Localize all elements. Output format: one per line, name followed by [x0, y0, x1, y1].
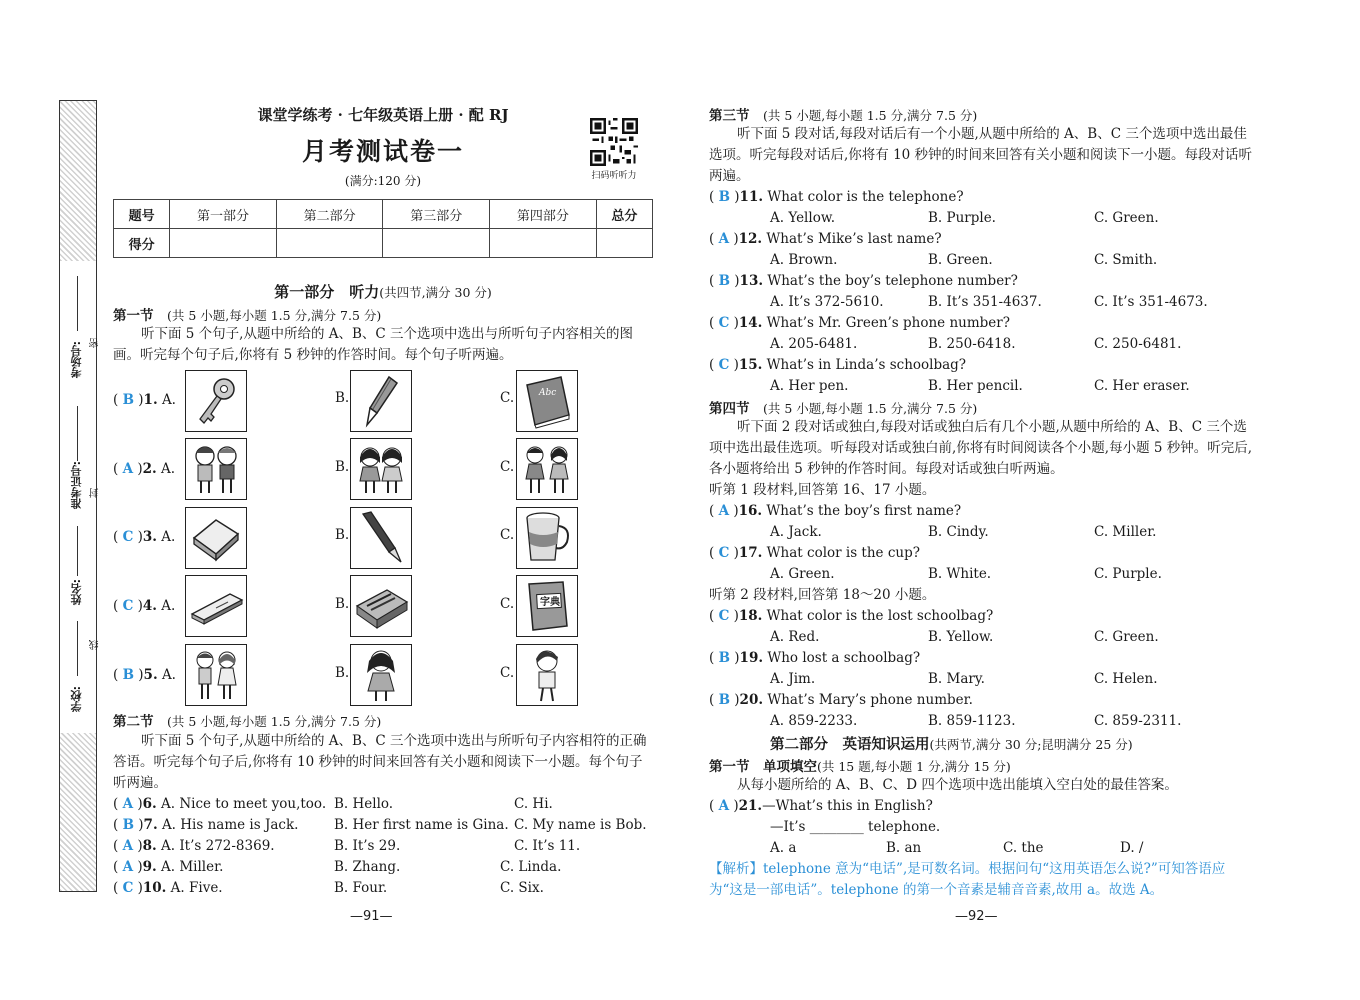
answer-mark[interactable]: B — [718, 650, 730, 666]
table-row — [114, 229, 653, 258]
question-number: 4. — [142, 598, 157, 614]
question-number: 13. — [739, 273, 764, 289]
option-label: A. — [161, 392, 176, 408]
question-number: 11. — [739, 189, 764, 205]
answer-mark[interactable]: A — [718, 231, 730, 247]
option-b: B. Her pencil. — [928, 378, 1023, 394]
option-c: C. Her eraser. — [1094, 378, 1190, 394]
binding-line — [77, 406, 78, 461]
answer-mark[interactable]: C — [718, 357, 730, 373]
question-number: 6. — [142, 796, 157, 812]
question-7: ( B )7. A. His name is Jack. — [113, 817, 299, 833]
page-title: 月考测试卷一 — [301, 137, 464, 166]
exam-id-label: 准考证号: — [70, 461, 83, 510]
score-cell[interactable] — [383, 229, 490, 258]
option-a: A. It’s 272-8369. — [161, 838, 275, 854]
question-9: ( A )9. A. Miller. — [113, 859, 224, 875]
school-label: 学校: — [70, 686, 83, 713]
option-a: A. It’s 372-5610. — [770, 294, 884, 310]
question-number: 5. — [143, 667, 158, 683]
part1-title-note: (共四节,满分 30 分) — [379, 285, 492, 300]
question-text: What color is the cup? — [766, 545, 920, 561]
option-b: B. It’s 351-4637. — [928, 294, 1042, 310]
question-text: What’s the boy’s telephone number? — [767, 273, 1018, 289]
answer-mark[interactable]: B — [122, 392, 134, 408]
key-icon[interactable] — [185, 370, 247, 432]
section4-header — [709, 397, 977, 417]
part2-section1-header — [709, 755, 1011, 775]
section1-header — [113, 304, 381, 324]
question-19: ( B )19. Who lost a schoolbag? — [709, 650, 921, 666]
question-20: ( B )20. What’s Mary’s phone number. — [709, 692, 973, 708]
answer-mark[interactable]: B — [122, 817, 134, 833]
answer-mark[interactable]: C — [122, 598, 134, 614]
section2-title: 第二节 — [113, 714, 154, 730]
question-13: ( B )13. What’s the boy’s telephone number? — [709, 273, 1018, 289]
couple-icon[interactable] — [185, 644, 247, 706]
option-b: B. Four. — [334, 880, 388, 896]
binding-line — [77, 276, 78, 331]
answer-mark[interactable]: B — [718, 692, 730, 708]
answer-mark[interactable]: C — [122, 529, 134, 545]
part2-title-note: (共两节,满分 30 分;昆明满分 25 分) — [929, 737, 1133, 752]
answer-mark[interactable]: A — [718, 798, 730, 814]
section3-note: (共 5 小题,每小题 1.5 分,满分 7.5 分) — [763, 108, 978, 123]
question-number: 8. — [142, 838, 157, 854]
part2-title — [770, 733, 1133, 754]
score-cell[interactable] — [170, 229, 277, 258]
option-b: B. Green. — [928, 252, 993, 268]
series-title: 课堂学练考 · 七年级英语上册 · 配 RJ — [257, 106, 509, 124]
question-5: ( B )5. A. — [113, 667, 176, 683]
option-a: A. 205-6481. — [770, 336, 858, 352]
answer-mark[interactable]: C — [718, 315, 730, 331]
question-number: 1. — [143, 392, 158, 408]
option-d: D. / — [1120, 840, 1144, 856]
option-label: C. — [500, 459, 515, 475]
option-c: C. Green. — [1094, 210, 1159, 226]
option-a: A. Jim. — [770, 671, 816, 687]
part1-title-text: 第一部分 听力 — [274, 283, 380, 301]
section2-header — [113, 710, 381, 730]
option-b: B. Hello. — [334, 796, 394, 812]
question-16: ( A )16. What’s the boy’s first name? — [709, 503, 962, 519]
option-c: C. Hi. — [514, 796, 553, 812]
section4-title: 第四节 — [709, 401, 750, 417]
full-score: (满分:120 分) — [344, 174, 422, 188]
option-a: A. Nice to meet you,too. — [161, 796, 327, 812]
binding-line — [77, 526, 78, 576]
option-a: A. Jack. — [770, 524, 822, 540]
score-table — [113, 199, 653, 258]
section1-instructions: 听下面 5 个句子,从题中所给的 A、B、C 三个选项中选出与所听句子内容相关的图画。听完每个句子后,你将有 5 秒钟的作答时间。每个句子听两遍。 — [113, 326, 634, 363]
qr-caption: 扫码听听力 — [591, 171, 637, 181]
score-cell[interactable] — [596, 229, 652, 258]
table-row-label: 得分 — [114, 229, 170, 258]
option-b: B. Mary. — [928, 671, 985, 687]
option-c: C. 859-2311. — [1094, 713, 1182, 729]
answer-mark[interactable]: B — [122, 667, 134, 683]
book-cover-text: Abc — [539, 388, 557, 398]
option-b: B. Her first name is Gina. — [334, 817, 509, 833]
option-a: A. Brown. — [770, 252, 838, 268]
question-4: ( C )4. A. — [113, 598, 176, 614]
question-1: ( B )1. A. — [113, 392, 176, 408]
answer-mark[interactable]: C — [718, 545, 730, 561]
table-header: 题号 — [114, 200, 170, 229]
table-header: 第三部分 — [383, 200, 490, 229]
answer-mark[interactable]: A — [122, 859, 134, 875]
exam-room-label: 考场号: — [70, 341, 83, 379]
section2-instructions: 听下面 5 个句子,从题中所给的 A、B、C 三个选项中选出与所听句子内容相符的正确答语。听完每个句子后,你将有 10 秒钟的时间来回答有关小题和阅读下一小题。每个句子听两遍。 — [113, 733, 647, 791]
option-label: B. — [335, 390, 350, 406]
question-text: What color is the lost schoolbag? — [766, 608, 994, 624]
question-21: ( A )21.—What’s this in English? — [709, 798, 933, 814]
answer-mark[interactable]: A — [122, 796, 134, 812]
seal-mark: 封 — [90, 488, 101, 498]
question-6: ( A )6. A. Nice to meet you,too. — [113, 796, 327, 812]
option-label: A. — [161, 529, 176, 545]
section1-title: 第一节 — [113, 308, 154, 324]
option-label: B. — [335, 665, 350, 681]
option-a: A. Her pen. — [770, 378, 849, 394]
option-label: C. — [500, 665, 515, 681]
table-header: 第一部分 — [170, 200, 277, 229]
seal-mark: 线 — [90, 640, 101, 650]
question-number: 19. — [739, 650, 764, 666]
section1-note: (共 5 小题,每小题 1.5 分,满分 7.5 分) — [167, 308, 382, 323]
boy-icon[interactable] — [516, 644, 578, 706]
qr-code-icon[interactable] — [590, 118, 638, 166]
question-15: ( C )15. What’s in Linda’s schoolbag? — [709, 357, 967, 373]
dictionary-cover-text: 字典 — [540, 597, 560, 608]
question-number: 16. — [738, 503, 763, 519]
question-text: What’s Mr. Green’s phone number? — [766, 315, 1010, 331]
option-a: A. a — [770, 840, 797, 856]
question-number: 12. — [738, 231, 763, 247]
option-a: A. Green. — [770, 566, 835, 582]
binding-hatch-top — [60, 101, 96, 261]
question-number: 17. — [738, 545, 763, 561]
name-label: 姓名: — [70, 579, 83, 606]
option-c: C. Green. — [1094, 629, 1159, 645]
part2-section1-title: 第一节 单项填空 — [709, 759, 817, 775]
option-c: C. My name is Bob. — [514, 817, 647, 833]
option-c: C. Purple. — [1094, 566, 1162, 582]
option-b: B. It’s 29. — [334, 838, 401, 854]
answer-mark[interactable]: B — [718, 189, 730, 205]
option-a: A. Miller. — [161, 859, 224, 875]
option-a: A. His name is Jack. — [161, 817, 299, 833]
option-b: B. Zhang. — [334, 859, 401, 875]
section3-instructions: 听下面 5 段对话,每段对话后有一个小题,从题中所给的 A、B、C 三个选项中选出最佳选项。听完每段对话后,你将有 10 秒钟的时间来回答有关小题和阅读下一小题。每段对话听两遍。 — [709, 126, 1253, 184]
option-c: C. Linda. — [500, 859, 562, 875]
answer-mark[interactable]: A — [122, 461, 134, 477]
page-number-left: —91— — [350, 909, 393, 924]
option-b: B. White. — [928, 566, 992, 582]
question-number: 21. — [738, 798, 763, 814]
seal-mark: 密 — [90, 338, 101, 348]
part1-title — [113, 281, 653, 302]
eraser-flat-icon[interactable] — [185, 575, 247, 637]
question-text: What’s in Linda’s schoolbag? — [766, 357, 967, 373]
part2-section1-note: (共 15 题,每小题 1 分,满分 15 分) — [817, 759, 1011, 774]
question-number: 2. — [142, 461, 157, 477]
question-14: ( C )14. What’s Mr. Green’s phone number? — [709, 315, 1010, 331]
option-b: B. 250-6418. — [928, 336, 1016, 352]
option-c: C. Smith. — [1094, 252, 1158, 268]
question-2: ( A )2. A. — [113, 461, 176, 477]
part2-title-text: 第二部分 英语知识运用 — [770, 736, 930, 753]
question-11: ( B )11. What color is the telephone? — [709, 189, 964, 205]
part2-section1-instructions: 从每小题所给的 A、B、C、D 四个选项中选出能填入空白处的最佳答案。 — [737, 777, 1178, 793]
option-c: C. Helen. — [1094, 671, 1158, 687]
pencil-case-icon[interactable] — [350, 575, 412, 637]
section3-header — [709, 104, 977, 124]
option-label: C. — [500, 596, 515, 612]
question-8: ( A )8. A. It’s 272-8369. — [113, 838, 275, 854]
option-a: A. Red. — [770, 629, 820, 645]
material1-instruction: 听第 1 段材料,回答第 16、17 小题。 — [709, 482, 936, 498]
question-18: ( C )18. What color is the lost schoolbag? — [709, 608, 994, 624]
option-c: C. 250-6481. — [1094, 336, 1182, 352]
question-number: 9. — [142, 859, 157, 875]
question-number: 18. — [738, 608, 763, 624]
table-header: 总分 — [596, 200, 652, 229]
girl-icon[interactable] — [350, 644, 412, 706]
answer-mark[interactable]: C — [718, 608, 730, 624]
option-label: A. — [161, 461, 176, 477]
option-c: C. It’s 11. — [514, 838, 581, 854]
option-a: A. Five. — [170, 880, 223, 896]
page-number-right: —92— — [955, 909, 998, 924]
option-b: B. Cindy. — [928, 524, 989, 540]
question-text: What color is the telephone? — [767, 189, 964, 205]
section3-title: 第三节 — [709, 108, 750, 124]
option-label: B. — [335, 527, 350, 543]
question-text: What’s the boy’s first name? — [766, 503, 962, 519]
binding-hatch-bottom — [60, 733, 96, 891]
section2-note: (共 5 小题,每小题 1.5 分,满分 7.5 分) — [167, 714, 382, 729]
option-label: A. — [161, 598, 176, 614]
option-b: B. 859-1123. — [928, 713, 1016, 729]
section4-note: (共 5 小题,每小题 1.5 分,满分 7.5 分) — [763, 401, 978, 416]
option-c: C. the — [1003, 840, 1044, 856]
option-label: C. — [500, 390, 515, 406]
option-label: B. — [335, 459, 350, 475]
question-text: —What’s this in English? — [762, 798, 933, 814]
score-cell[interactable] — [276, 229, 383, 258]
fountain-pen-icon[interactable] — [350, 507, 412, 569]
binding-line — [77, 621, 78, 676]
two-girls-icon[interactable] — [350, 438, 412, 500]
answer-mark[interactable]: A — [718, 503, 730, 519]
question-number: 15. — [738, 357, 763, 373]
eraser-icon[interactable] — [185, 507, 247, 569]
question-17: ( C )17. What color is the cup? — [709, 545, 920, 561]
table-header: 第二部分 — [276, 200, 383, 229]
option-c: C. Miller. — [1094, 524, 1157, 540]
pen-icon[interactable] — [350, 370, 412, 432]
option-b: B. Yellow. — [928, 629, 994, 645]
analysis-text: 【解析】telephone 意为“电话”,是可数名词。根据问句“这用英语怎么说?”可知答语应为“这是一部电话”。telephone 的第一个音素是辅音音素,故用 a。故选 A。 — [709, 861, 1226, 898]
material2-instruction: 听第 2 段材料,回答第 18～20 小题。 — [709, 587, 936, 603]
table-header: 第四部分 — [490, 200, 597, 229]
answer-mark[interactable]: C — [122, 880, 134, 896]
option-c: C. Six. — [500, 880, 544, 896]
table-row — [114, 200, 653, 229]
question-21-blank-line: —It’s ________ telephone. — [770, 819, 941, 835]
option-b: B. an — [886, 840, 922, 856]
question-text: What’s Mike’s last name? — [766, 231, 942, 247]
question-3: ( C )3. A. — [113, 529, 176, 545]
option-label: A. — [161, 667, 176, 683]
question-text: Who lost a schoolbag? — [767, 650, 921, 666]
score-cell[interactable] — [490, 229, 597, 258]
option-b: B. Purple. — [928, 210, 996, 226]
question-number: 3. — [142, 529, 157, 545]
answer-mark[interactable]: A — [122, 838, 134, 854]
question-12: ( A )12. What’s Mike’s last name? — [709, 231, 942, 247]
option-label: C. — [500, 527, 515, 543]
section4-instructions: 听下面 2 段对话或独白,每段对话或独白后有几个小题,从题中所给的 A、B、C 三个选项中选出最佳选项。听每段对话或独白前,你将有时间阅读各个小题,每小题 5 秒钟。听完后,各小题将给出 5 秒钟的作答时间。每段对话或独白听两遍。 — [709, 419, 1253, 477]
question-number: 10. — [142, 880, 167, 896]
option-a: A. 859-2233. — [770, 713, 858, 729]
children-icon[interactable] — [516, 438, 578, 500]
question-10: ( C )10. A. Five. — [113, 880, 223, 896]
boy-girl-icon[interactable] — [185, 438, 247, 500]
answer-mark[interactable]: B — [718, 273, 730, 289]
option-c: C. It’s 351-4673. — [1094, 294, 1208, 310]
book-icon[interactable] — [516, 370, 578, 432]
question-number: 7. — [143, 817, 158, 833]
dictionary-icon[interactable] — [516, 575, 578, 637]
option-a: A. Yellow. — [770, 210, 836, 226]
option-label: B. — [335, 596, 350, 612]
question-number: 14. — [738, 315, 763, 331]
question-text: What’s Mary’s phone number. — [767, 692, 973, 708]
question-number: 20. — [739, 692, 764, 708]
cup-icon[interactable] — [516, 507, 578, 569]
